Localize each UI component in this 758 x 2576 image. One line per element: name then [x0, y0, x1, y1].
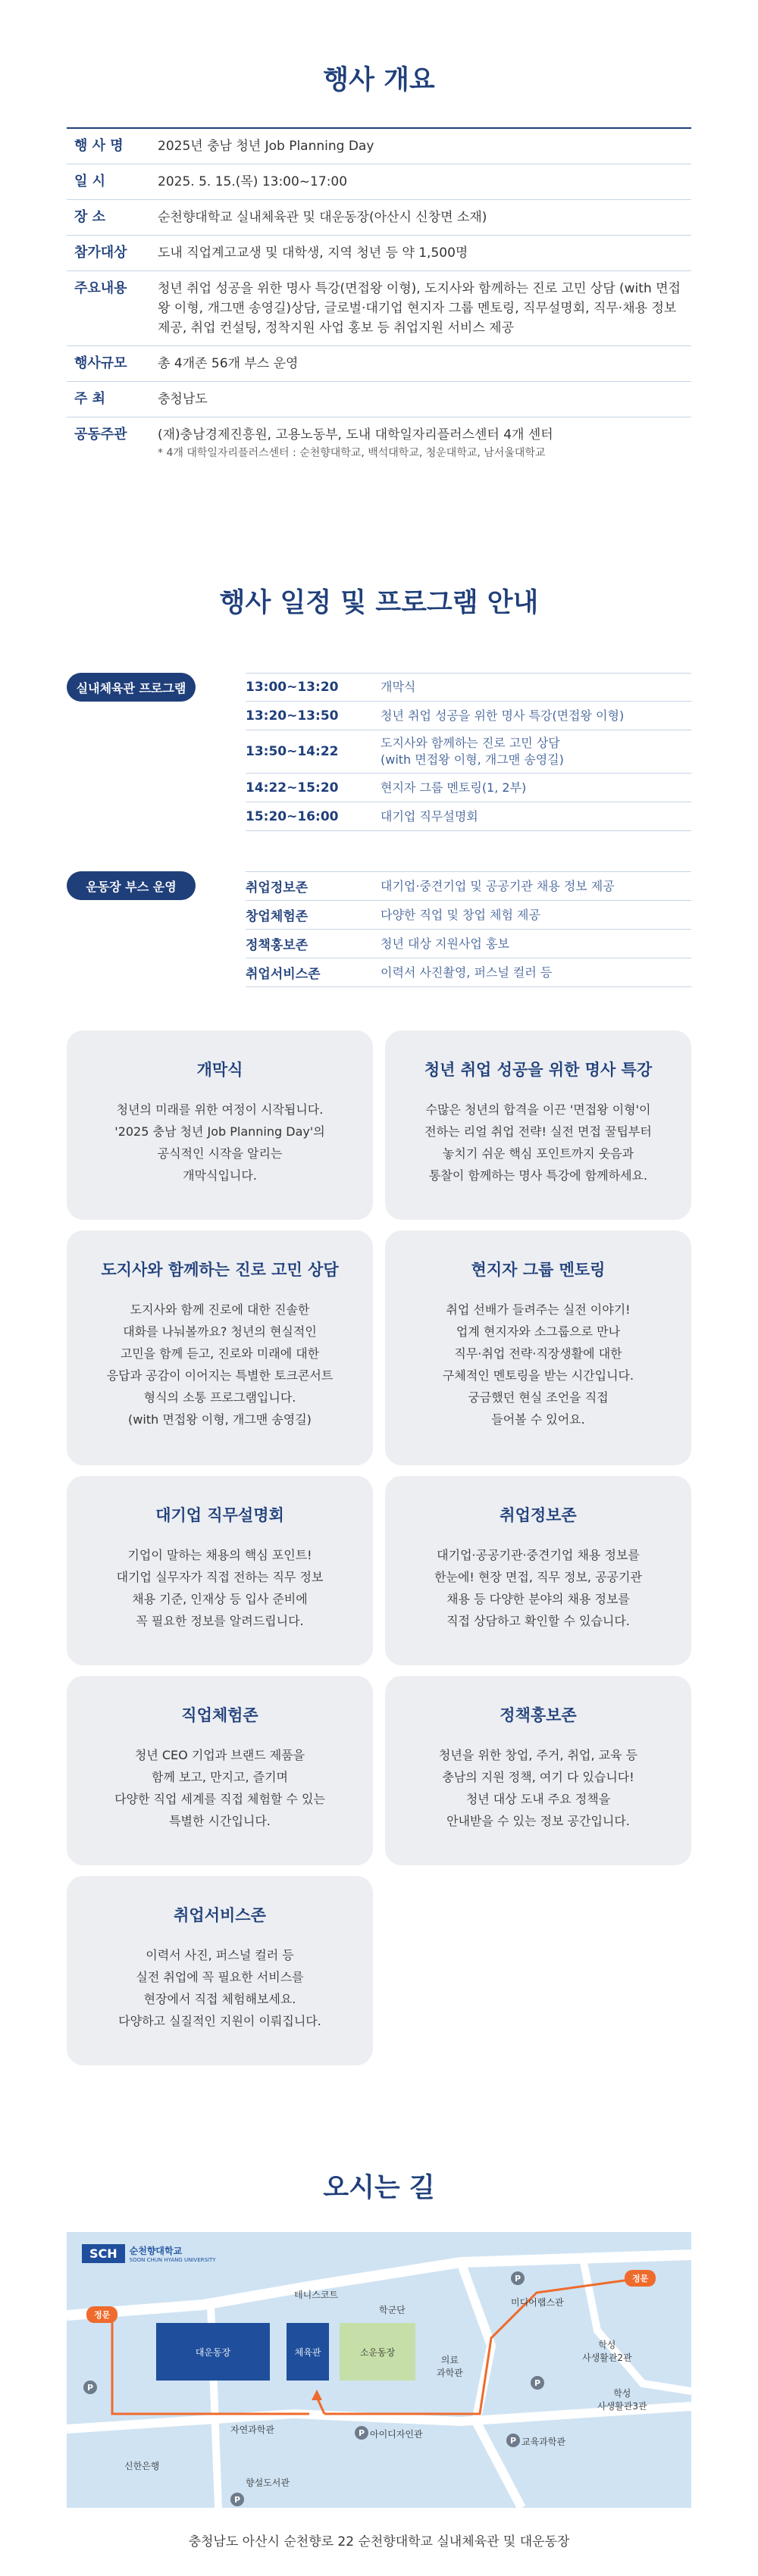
field-schedule-rows	[246, 871, 691, 987]
overview-value: 청년 취업 성공을 위한 명사 특강(면접왕 이형), 도지사와 함께하는 진로 고민 상담 (with 면접왕 이형, 개그맨 송영길)상담, 글로벌·대기업 현지자 그룹 멘토링, 직무설명회, 직무·채용 정보 제공, 취업 컨설팅, 정착지원 사업 홍보 등 취업지원 서비스 제공	[158, 281, 681, 336]
campus-map[interactable]	[67, 2232, 691, 2508]
card-title: 현지자 그룹 멘토링	[471, 1261, 606, 1279]
program-card-policy-zone	[385, 1676, 691, 1865]
main-gate-right-tag: 정문	[625, 2270, 656, 2287]
overview-row-host	[67, 382, 691, 417]
schedule-desc: 개막식	[381, 680, 416, 694]
card-body: 청년 CEO 기업과 브랜드 제품을 함께 보고, 만지고, 즐기며 다양한 직업 세계를 직접 체험할 수 있는 특별한 시간입니다.	[114, 1748, 325, 1828]
map-label-dorm3: 학성 사생활관3관	[597, 2388, 647, 2412]
zone-name: 취업서비스존	[246, 967, 321, 982]
overview-label: 일 시	[74, 174, 106, 189]
overview-row-target	[67, 236, 691, 271]
overview-organizer-note: * 4개 대학일자리플러스센터 : 순천향대학교, 백석대학교, 청운대학교, 남서울대학교	[158, 447, 546, 459]
overview-value: 2025. 5. 15.(목) 13:00~17:00	[158, 174, 348, 189]
parking-icon: P	[355, 2426, 368, 2440]
map-label-edu-science: 교육과학관	[522, 2437, 565, 2447]
zone-name: 창업체험존	[246, 909, 309, 924]
logo-text	[130, 2244, 216, 2263]
overview-value: 총 4개존 56개 부스 운영	[158, 356, 299, 371]
card-body: 대기업·공공기관·중견기업 채용 정보를 한눈에! 현장 면접, 직무 정보, 공공기관 채용 등 다양한 분야의 채용 정보를 직접 상담하고 확인할 수 있습니다.	[434, 1548, 642, 1628]
schedule-row	[246, 871, 691, 901]
parking-icon: P	[83, 2381, 97, 2394]
card-body: 이력서 사진, 퍼스널 컬러 등 실전 취업에 꼭 필요한 서비스를 현장에서 직접 체험해보세요. 다양하고 실질적인 지원이 이뤄집니다.	[118, 1948, 321, 2028]
overview-label: 행 사 명	[74, 138, 124, 154]
overview-row-venue	[67, 200, 691, 236]
logo-mark: SCH	[82, 2244, 125, 2263]
program-card-job-info-zone	[385, 1476, 691, 1665]
schedule-desc: 도지사와 함께하는 진로 고민 상담 (with 면접왕 이형, 개그맨 송영길)	[381, 736, 564, 767]
venue-address: 충청남도 아산시 순천향로 22 순천향대학교 실내체육관 및 대운동장	[188, 2534, 570, 2549]
program-card-mentoring	[385, 1230, 691, 1465]
schedule-row	[246, 802, 691, 831]
card-title: 도지사와 함께하는 진로 고민 상담	[101, 1261, 339, 1279]
schedule-time: 13:50~14:22	[246, 744, 339, 759]
card-title: 청년 취업 성공을 위한 명사 특강	[424, 1061, 653, 1079]
program-card-opening	[67, 1030, 373, 1220]
indoor-program-pill: 실내체육관 프로그램	[67, 673, 196, 702]
card-body: 청년의 미래를 위한 여정이 시작됩니다. '2025 충남 청년 Job Planning Day'의 공식적인 시작을 알리는 개막식입니다.	[114, 1102, 325, 1183]
zone-desc: 이력서 사진촬영, 퍼스널 컬러 등	[381, 964, 553, 980]
logo-name: 순천향대학교	[129, 2246, 183, 2256]
map-label-idea: 아이디자인관	[370, 2429, 423, 2440]
parking-icon: P	[230, 2493, 244, 2506]
overview-label: 주요내용	[74, 280, 127, 296]
schedule-time: 14:22~15:20	[246, 780, 339, 796]
overview-row-name	[67, 127, 691, 164]
card-title: 대기업 직무설명회	[155, 1506, 284, 1524]
program-card-job-briefing	[67, 1476, 373, 1665]
program-card-service-zone	[67, 1876, 373, 2065]
card-title: 취업정보존	[500, 1506, 577, 1524]
overview-label: 공동주관	[74, 427, 127, 442]
overview-row-organizer	[67, 417, 691, 469]
parking-icon: P	[511, 2271, 525, 2285]
schedule-row	[246, 774, 691, 802]
overview-value: 순천향대학교 실내체육관 및 대운동장(아산시 신창면 소재)	[158, 210, 487, 225]
parking-icon: P	[506, 2434, 520, 2447]
card-body: 청년을 위한 창업, 주거, 취업, 교육 등 충남의 지원 정책, 여기 다 있습니다! 청년 대상 도내 주요 정책을 안내받을 수 있는 정보 공간입니다.	[438, 1748, 638, 1828]
overview-row-datetime	[67, 164, 691, 200]
overview-title: 행사 개요	[323, 65, 435, 95]
overview-label: 장 소	[74, 209, 106, 225]
map-label-library: 향설도서관	[246, 2478, 290, 2488]
zone-desc: 청년 대상 지원사업 홍보	[381, 936, 509, 951]
schedule-title: 행사 일정 및 프로그램 안내	[219, 588, 539, 618]
schedule-time: 13:20~13:50	[246, 708, 339, 724]
overview-label: 행사규모	[74, 355, 127, 371]
zone-name: 취업정보존	[246, 880, 309, 896]
map-label-dorm2: 학성 사생활관2관	[582, 2340, 632, 2363]
card-title: 개막식	[196, 1061, 243, 1079]
program-card-lecture	[385, 1030, 691, 1220]
schedule-row	[246, 958, 691, 987]
parking-icon: P	[531, 2376, 544, 2390]
card-title: 직업체험존	[181, 1706, 258, 1724]
overview-value: 2025년 충남 청년 Job Planning Day	[158, 139, 374, 154]
map-label-student-hall: 학군단	[379, 2305, 406, 2315]
card-body: 기업이 말하는 채용의 핵심 포인트! 대기업 실무자가 직접 전하는 직무 정보 채용 기준, 인재상 등 입사 준비에 꼭 필요한 정보를 알려드립니다.	[116, 1548, 324, 1628]
schedule-row	[246, 930, 691, 958]
map-label-media-lab: 미디어랩스관	[511, 2297, 564, 2308]
card-title: 취업서비스존	[174, 1906, 266, 1924]
overview-value	[158, 425, 691, 461]
logo-sub: SOON CHUN HYANG UNIVERSITY	[129, 2257, 216, 2263]
indoor-schedule-rows	[246, 673, 691, 831]
zone-desc: 다양한 직업 및 창업 체험 제공	[381, 907, 540, 922]
small-field-block[interactable]: 소운동장	[340, 2323, 415, 2381]
schedule-row	[246, 901, 691, 930]
overview-label: 참가대상	[74, 245, 127, 261]
schedule-time: 15:20~16:00	[246, 808, 339, 824]
schedule-desc: 대기업 직무설명회	[381, 808, 478, 824]
map-label-medical: 의료 과학관	[437, 2355, 463, 2378]
schedule-desc: 현지자 그룹 멘토링(1, 2부)	[381, 780, 527, 795]
overview-value: 충청남도	[158, 392, 208, 407]
schedule-time: 13:00~13:20	[246, 680, 339, 695]
program-card-governor-talk	[67, 1230, 373, 1465]
schedule-row	[246, 673, 691, 702]
map-label-bank: 신한은행	[124, 2461, 160, 2471]
card-body: 수많은 청년의 합격을 이끈 '면접왕 이형'이 전하는 리얼 취업 전략! 실전 면접 꿀팁부터 놓치기 쉬운 핵심 포인트까지 웃음과 통찰이 함께하는 명사 특강에 함께하세요.	[424, 1102, 652, 1183]
overview-organizer-text: (재)충남경제진흥원, 고용노동부, 도내 대학일자리플러스센터 4개 센터	[158, 427, 553, 442]
card-body: 도지사와 함께 진로에 대한 진솔한 대화를 나눠볼까요? 청년의 현실적인 고민을 함께 듣고, 진로와 미래에 대한 응답과 공감이 이어지는 특별한 토크콘서트 형식의 소통 프로그램입니다. (with 면접왕 이형, 개그맨 송영길)	[106, 1302, 334, 1427]
zone-name: 정책홍보존	[246, 938, 309, 953]
schedule-row	[246, 702, 691, 730]
overview-row-content	[67, 271, 691, 346]
field-booth-pill: 운동장 부스 운영	[67, 871, 196, 900]
overview-row-scale	[67, 346, 691, 382]
directions-title: 오시는 길	[323, 2173, 435, 2203]
map-label-tennis: 테니스코트	[294, 2290, 338, 2300]
card-title: 정책홍보존	[500, 1706, 577, 1724]
overview-label: 주 최	[74, 391, 106, 407]
university-logo	[82, 2244, 216, 2263]
main-gate-left-tag: 정문	[86, 2306, 117, 2323]
program-card-experience-zone	[67, 1676, 373, 1865]
map-label-science: 자연과학관	[230, 2424, 274, 2435]
schedule-desc: 청년 취업 성공을 위한 명사 특강(면접왕 이형)	[381, 708, 625, 723]
gym-block[interactable]: 체육관	[287, 2323, 329, 2381]
overview-table	[67, 127, 691, 469]
overview-value: 도내 직업계고교생 및 대학생, 지역 청년 등 약 1,500명	[158, 245, 468, 261]
main-field-block[interactable]: 대운동장	[156, 2323, 270, 2381]
schedule-row	[246, 730, 691, 774]
zone-desc: 대기업·중견기업 및 공공기관 채용 정보 제공	[381, 878, 615, 893]
card-body: 취업 선배가 들려주는 실전 이야기! 업계 현지자와 소그룹으로 만나 직무·취업 전략·직장생활에 대한 구체적인 멘토링을 받는 시간입니다. 궁금했던 현실 조언을 직접 들어볼 수 있어요.	[442, 1302, 634, 1427]
